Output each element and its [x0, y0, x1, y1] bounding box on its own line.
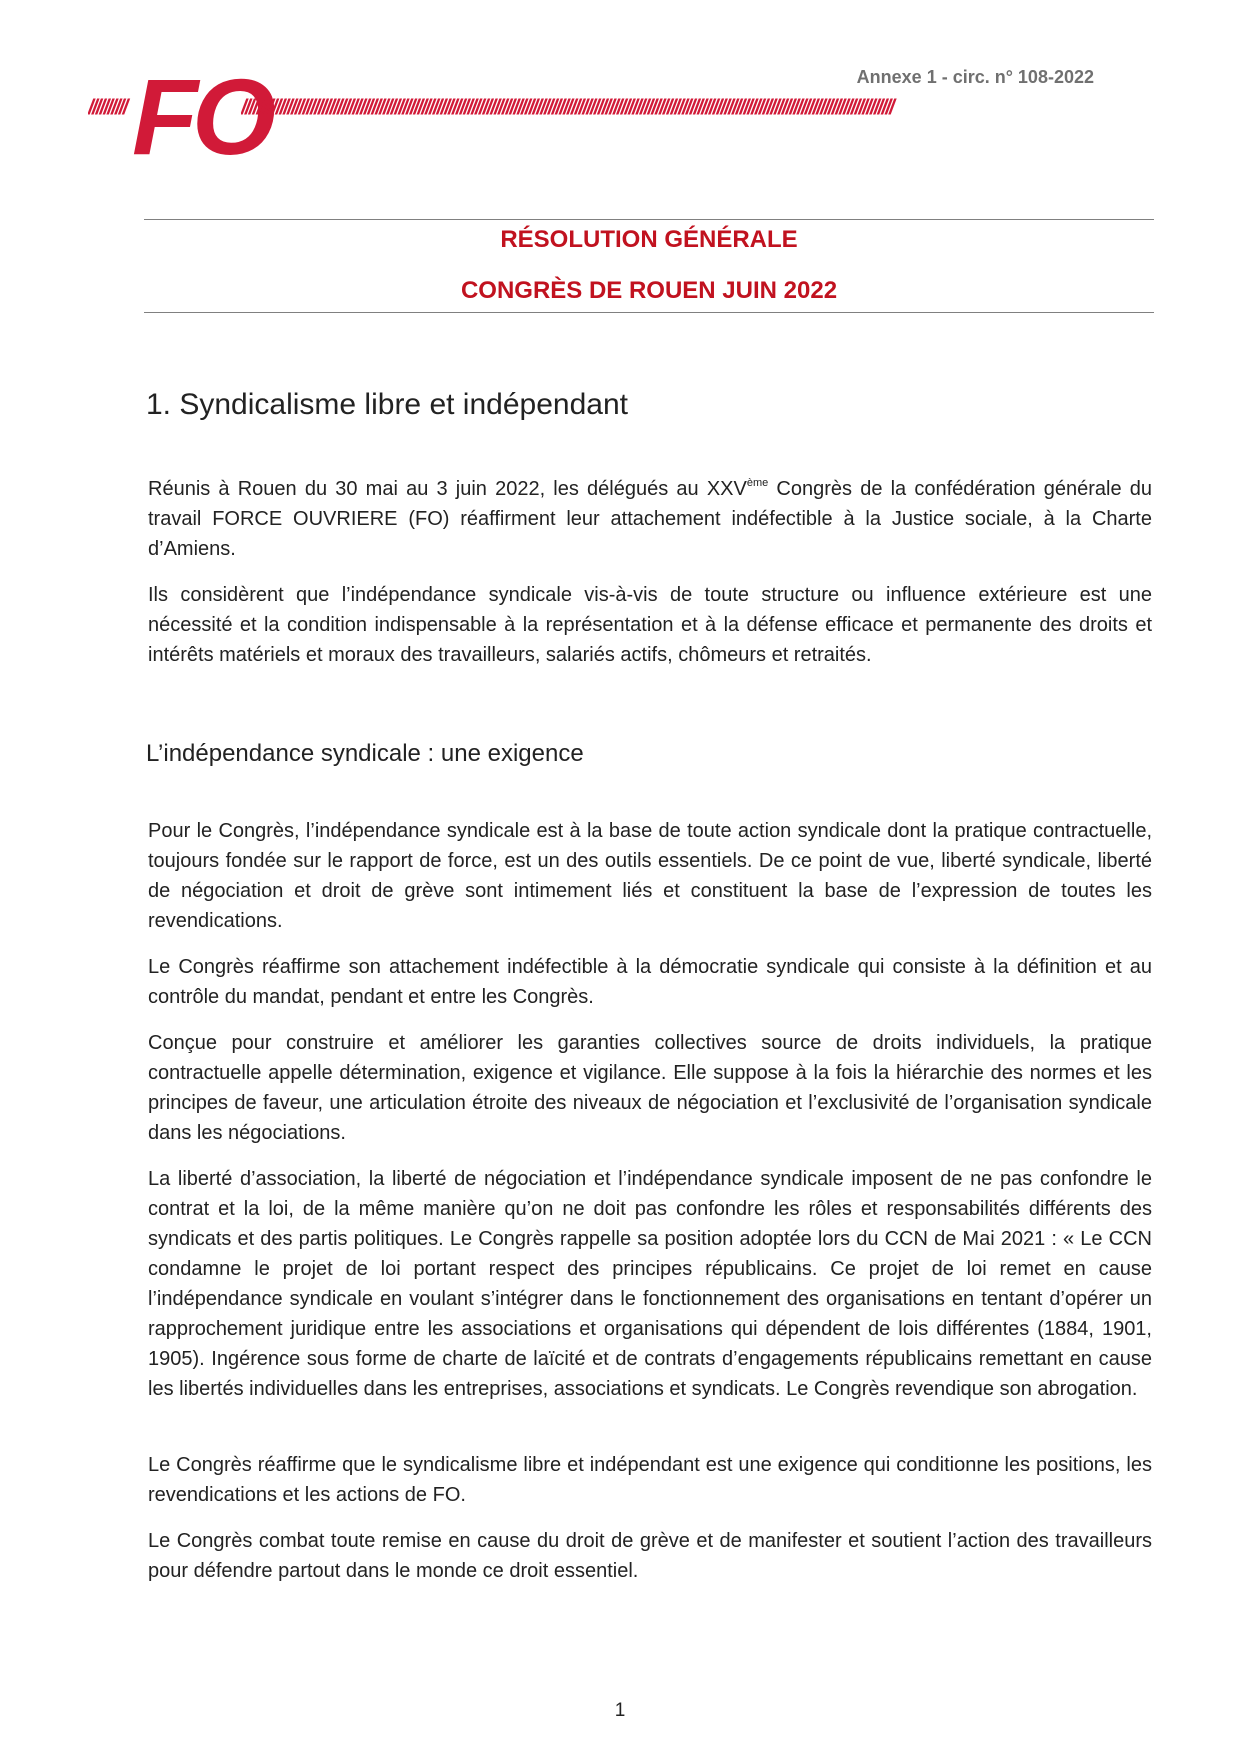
- header-slashes-left: //////////: [88, 96, 127, 119]
- intro-paragraph-1: Réunis à Rouen du 30 mai au 3 juin 2022, les délégués au XXVème Congrès de la confédération générale du travail FORCE OUVRIERE (FO) réaffirment leur attachement indéfectible à la Justice sociale, à la Charte d’Amiens.: [148, 477, 1152, 560]
- title-bottom-rule: [144, 312, 1154, 313]
- page-number: 1: [614, 1700, 626, 1721]
- document-title: RÉSOLUTION GÉNÉRALE: [500, 226, 798, 253]
- body-paragraph-6: Le Congrès combat toute remise en cause du droit de grève et de manifester et soutient l’action des travailleurs pour défendre partout dans le monde ce droit essentiel.: [148, 1530, 1152, 1582]
- body-paragraph-2: Le Congrès réaffirme son attachement indéfectible à la démocratie syndicale qui consiste à la définition et au contrôle du mandat, pendant et entre les Congrès.: [148, 956, 1152, 1008]
- header-slashes-right: //////////////////////////////////////////////////////////////////////////////////////////////////////////////////////////////////////////////////////////////////////////: [241, 96, 893, 119]
- fo-logo: FO: [132, 56, 270, 177]
- intro-paragraph-2: Ils considèrent que l’indépendance syndicale vis-à-vis de toute structure ou influence extérieure est une nécessité et la condition indispensable à la représentation et à la défense efficace et permanente des droits et intérêts matériels et moraux des travailleurs, salariés actifs, chômeurs et retraités.: [148, 584, 1152, 666]
- title-top-rule: [144, 219, 1154, 220]
- subsection-heading: L’indépendance syndicale : une exigence: [146, 740, 584, 767]
- body-paragraph-3: Conçue pour construire et améliorer les garanties collectives source de droits individuels, la pratique contractuelle appelle détermination, exigence et vigilance. Elle suppose à la fois la hiérarchie des normes et les principes de faveur, une articulation étroite des niveaux de négociation et l’exclusivité de l’organisation syndicale dans les négociations.: [148, 1032, 1152, 1144]
- document-subtitle: CONGRÈS DE ROUEN JUIN 2022: [460, 277, 838, 304]
- body-paragraph-1: Pour le Congrès, l’indépendance syndicale est à la base de toute action syndicale dont la pratique contractuelle, toujours fondée sur le rapport de force, est un des outils essentiels. De ce point de vue, liberté syndicale, liberté de négociation et droit de grève sont intimement liés et constituent la base de l’expression de toutes les revendications.: [148, 820, 1152, 932]
- annex-reference: Annexe 1 - circ. n° 108-2022: [856, 67, 1094, 87]
- body-paragraph-4: La liberté d’association, la liberté de négociation et l’indépendance syndicale imposent de ne pas confondre le contrat et la loi, de la même manière qu’on ne doit pas confondre les rôles et responsabilités différents des syndicats et des partis politiques. Le Congrès rappelle sa position adoptée lors du CCN de Mai 2021 : « Le CCN condamne le projet de loi portant respect des principes républicains. Ce projet de loi remet en cause l’indépendance syndicale en voulant s’intégrer dans le fonctionnement des organisations en tentant d’opérer un rapprochement juridique entre les associations et organisations qui dépendent de lois différentes (1884, 1901, 1905). Ingérence sous forme de charte de laïcité et de contrats d’engagements républicains remettant en cause les libertés individuelles dans les entreprises, associations et syndicats. Le Congrès revendique son abrogation.: [148, 1168, 1152, 1400]
- section-heading: 1. Syndicalisme libre et indépendant: [146, 388, 628, 421]
- body-paragraph-5: Le Congrès réaffirme que le syndicalisme libre et indépendant est une exigence qui conditionne les positions, les revendications et les actions de FO.: [148, 1454, 1152, 1506]
